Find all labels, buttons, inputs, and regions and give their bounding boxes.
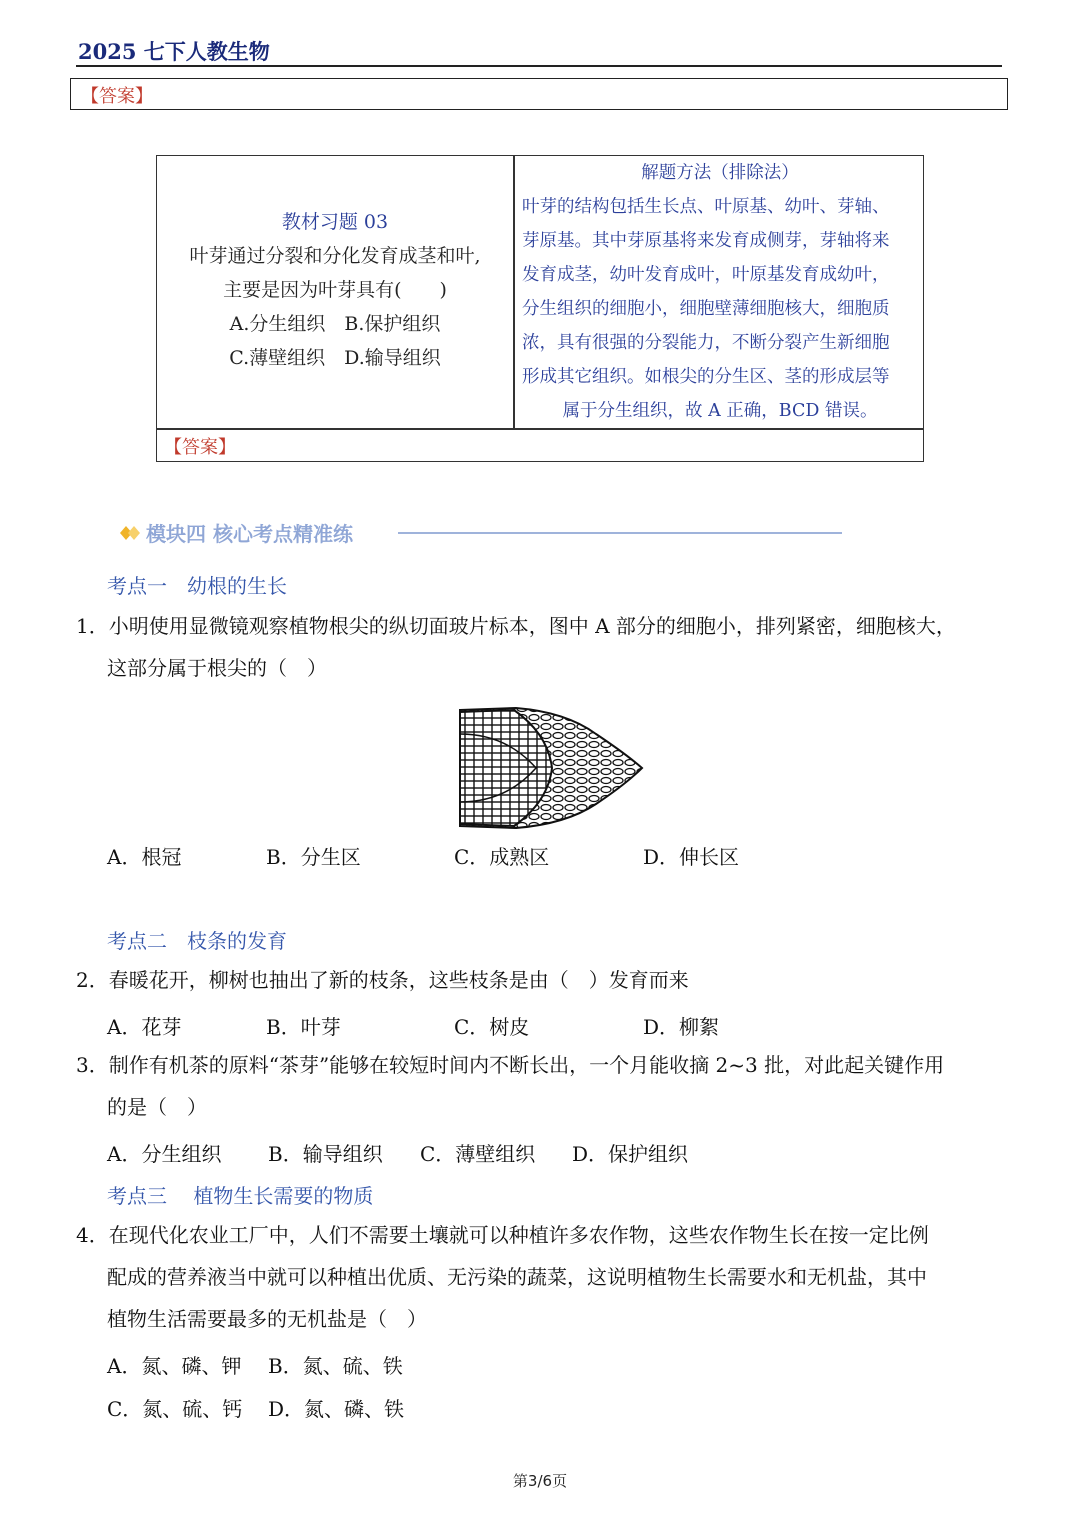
exercise-options-line: A.分生组织 B.保护组织 — [229, 313, 441, 335]
q2-option-c: C．树皮 — [454, 1015, 530, 1039]
exercise-options-line: C.薄壁组织 D.输导组织 — [229, 347, 441, 369]
method-line: 形成其它组织。如根尖的分生区、茎的形成层等 — [522, 367, 890, 387]
q4-line: 4．在现代化农业工厂中，人们不需要土壤就可以种植许多农作物，这些农作物生长在按一定比例 — [76, 1223, 929, 1247]
q1-option-c: C．成熟区 — [454, 845, 550, 869]
exercise-question-cell — [160, 205, 510, 375]
q1-line: 这部分属于根尖的（ ） — [107, 656, 327, 680]
q2-line: 2．春暖花开，柳树也抽出了新的枝条，这些枝条是由（ ）发育而来 — [76, 968, 689, 992]
q3-option-a: A．分生组织 — [107, 1142, 222, 1166]
q2-option-d: D．柳絮 — [643, 1015, 720, 1039]
exercise-answer-label: 【答案】 — [164, 437, 236, 458]
method-line: 叶芽的结构包括生长点、叶原基、幼叶、芽轴、 — [522, 197, 890, 217]
q4-option-a: A．氮、磷、钾 — [107, 1354, 242, 1378]
page-number: 第3/6页 — [512, 1472, 568, 1490]
q3-line: 的是（ ） — [107, 1095, 207, 1119]
module-diamond-icon — [112, 522, 142, 544]
method-line: 分生组织的细胞小，细胞壁薄细胞核大，细胞质 — [522, 299, 890, 319]
q2-option-b: B．叶芽 — [266, 1015, 341, 1039]
method-line: 芽原基。其中芽原基将来发育成侧芽，芽轴将来 — [522, 231, 890, 251]
table-row-divider — [156, 428, 924, 430]
q4-option-b: B．氮、硫、铁 — [268, 1354, 403, 1378]
method-title: 解题方法（排除法） — [641, 163, 799, 183]
answer-label: 【答案】 — [81, 86, 153, 107]
q1-option-b: B．分生区 — [266, 845, 361, 869]
q4-option-d: D．氮、磷、铁 — [268, 1397, 405, 1421]
document-header-title: 2025 七下人教生物 — [78, 39, 270, 64]
exercise-stem-line: 叶芽通过分裂和分化发育成茎和叶, — [189, 245, 481, 267]
method-line: 发育成茎，幼叶发育成叶，叶原基发育成幼叶， — [522, 265, 890, 285]
answer-box — [70, 78, 1008, 110]
q1-line: 1．小明使用显微镜观察植物根尖的纵切面玻片标本，图中 A 部分的细胞小，排列紧密，细胞核大， — [76, 614, 956, 638]
q4-line: 植物生活需要最多的无机盐是（ ） — [107, 1307, 427, 1331]
q1-option-a: A．根冠 — [107, 845, 182, 869]
q2-option-a: A．花芽 — [107, 1015, 182, 1039]
exercise-method-cell — [522, 156, 918, 428]
q3-line: 3．制作有机茶的原料“茶芽”能够在较短时间内不断长出，一个月能收摘 2~3 批，对此起关键作用 — [76, 1053, 945, 1077]
kp-heading-2: 考点二 枝条的发育 — [107, 929, 287, 953]
q3-option-d: D．保护组织 — [572, 1142, 689, 1166]
root-tip-illustration — [456, 704, 648, 832]
exercise-stem-line: 主要是因为叶芽具有( ) — [223, 279, 447, 301]
q4-line: 配成的营养液当中就可以种植出优质、无污染的蔬菜，这说明植物生长需要水和无机盐，其中 — [107, 1265, 927, 1289]
q3-option-b: B．输导组织 — [268, 1142, 383, 1166]
table-column-divider — [513, 155, 515, 428]
kp-heading-1: 考点一 幼根的生长 — [107, 574, 287, 598]
method-line: 属于分生组织，故 A 正确，BCD 错误。 — [562, 401, 878, 421]
method-line: 浓，具有很强的分裂能力，不断分裂产生新细胞 — [522, 333, 890, 353]
q1-option-d: D．伸长区 — [643, 845, 740, 869]
q4-option-c: C．氮、硫、钙 — [107, 1397, 243, 1421]
header-rule — [76, 65, 1002, 67]
module-title: 模块四 核心考点精准练 — [146, 522, 353, 546]
module-rule — [398, 532, 842, 534]
kp-heading-3: 考点三 植物生长需要的物质 — [107, 1184, 374, 1208]
exercise-title: 教材习题 03 — [281, 211, 389, 233]
q3-option-c: C．薄壁组织 — [420, 1142, 536, 1166]
